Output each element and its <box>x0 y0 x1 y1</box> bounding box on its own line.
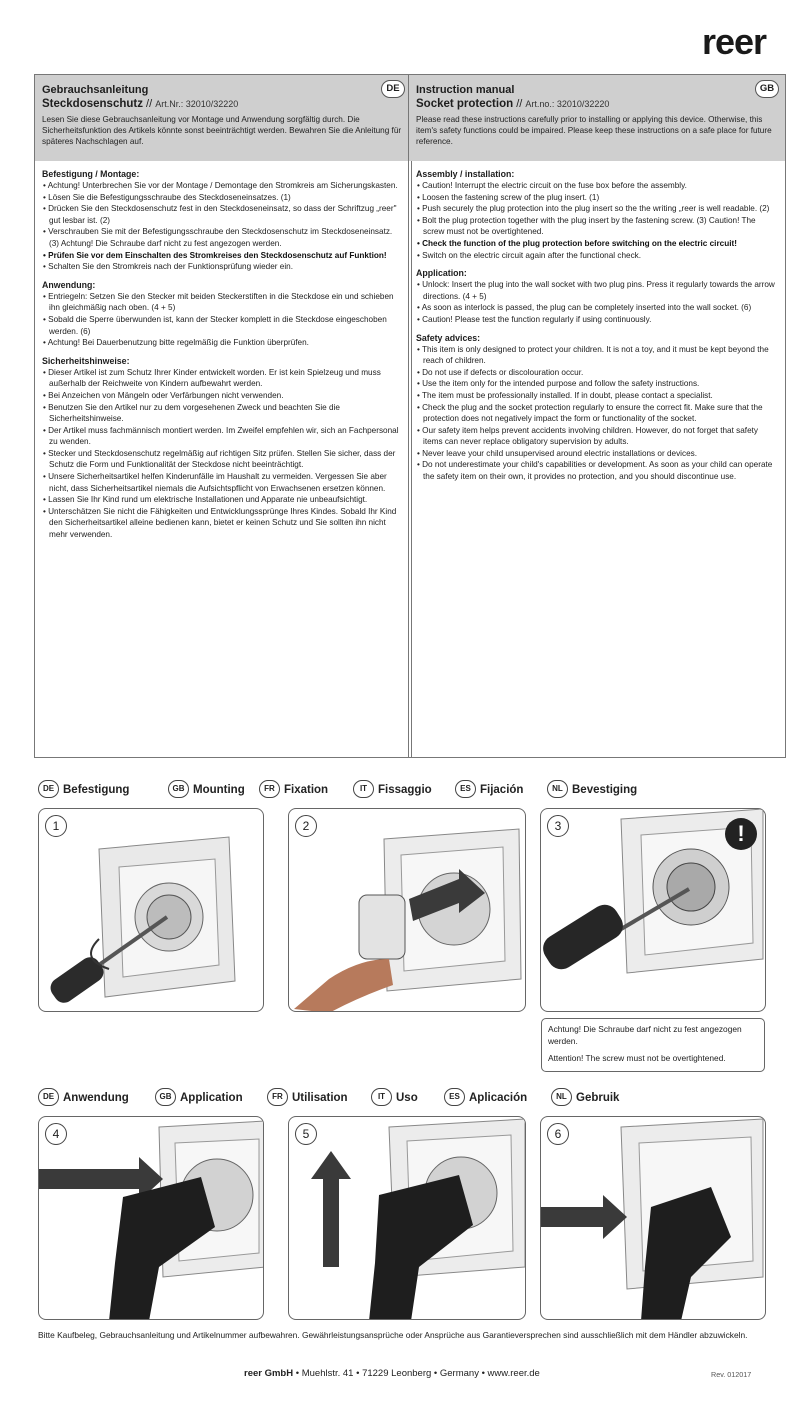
mounting-label-nl <box>547 779 637 801</box>
list-item: • Check the function of the plug protection before switching on the electric circuit! <box>417 238 737 248</box>
company-address: • Muehlstr. 41 • 71229 Leonberg • Germany • www.reer.de <box>293 1368 540 1379</box>
mounting-text-it: Fissaggio <box>378 784 432 796</box>
step-number-5: 5 <box>295 1123 317 1145</box>
caution-box <box>541 1018 765 1072</box>
warning-icon: ! <box>725 818 757 850</box>
intro-de: Lesen Sie diese Gebrauchsanleitung vor Montage und Anwendung sorgfältig durch. Die Sicherheitsfunktion des Artikels könnte sonst beeinträchtigt werden. Bewahren Sie die Anleitung für späteres Nachschlagen auf. <box>42 115 402 146</box>
lang-badge-de: DE <box>381 80 405 98</box>
mounting-text-gb: Mounting <box>193 784 245 796</box>
reer-logo <box>668 22 768 62</box>
lang-code: IT <box>371 1088 392 1106</box>
list-item: • Push securely the plug protection into the plug insert so the the writing „reer is well readable. (2) <box>417 204 770 214</box>
application-language-row <box>38 1087 778 1109</box>
mounting-text-nl: Bevestiging <box>572 784 638 796</box>
step-4-illustration <box>38 1116 264 1320</box>
step-6-illustration <box>540 1116 766 1320</box>
lang-code: FR <box>267 1088 288 1106</box>
footer-note: Bitte Kaufbeleg, Gebrauchsanleitung und Artikelnummer aufbewahren. Gewährleistungsansprüche oder Ansprüche aus Garantieversprechen sind ausschließlich mit dem Händler abzuwickeln. <box>38 1330 748 1340</box>
lang-code: DE <box>38 1088 59 1106</box>
step-4-drawing <box>39 1117 264 1320</box>
step-number-6: 6 <box>547 1123 569 1145</box>
list-item: • Stecker und Steckdosenschutz regelmäßig auf richtigen Sitz prüfen. Stellen Sie sicher, dass der Schutz die Form und Funktionalität der Steckdose nicht beeinträchtigt. <box>43 448 396 470</box>
section-title: Safety advices: <box>416 332 481 343</box>
list-item: • Do not use if defects or discolouration occur. <box>417 367 584 377</box>
mounting-label-es <box>455 779 523 801</box>
english-header <box>409 75 785 161</box>
list-item: • Bolt the plug protection together with the plug insert by the fastening screw. (3) Caution! The screw must not be overtightened. <box>417 215 756 237</box>
article-number-de: Art.Nr.: 32010/32220 <box>155 99 239 109</box>
step-2-drawing <box>289 809 526 1012</box>
application-text-it: Uso <box>396 1092 418 1104</box>
list-item: • Check the plug and the socket protection regularly to ensure the correct fit. Make sure that the protection does not negatively impact the form or functionality of the socket. <box>417 402 763 424</box>
english-body <box>409 161 785 488</box>
lang-code: NL <box>547 780 568 798</box>
list-item: • Our safety item helps prevent accidents involving children. However, do not forget that safety items can never replace obligatory supervision by adults. <box>417 425 759 447</box>
application-text-de: Anwendung <box>63 1092 129 1104</box>
separator-gb: // <box>513 98 526 110</box>
footer-address <box>244 1368 540 1379</box>
list-item: • Do not underestimate your child's capabilities or development. As soon as your child can operate the safety item on their own, it provides no protection, and you should discontinue use. <box>417 460 773 482</box>
application-label-es <box>444 1087 527 1109</box>
list-item: • Drücken Sie den Steckdosenschutz fest in den Steckdoseneinsatz, so dass der Schriftzug „reer" gut lesbar ist. (2) <box>43 204 397 225</box>
lang-code: NL <box>551 1088 572 1106</box>
mounting-text-de: Befestigung <box>63 784 130 796</box>
list-item: • This item is only designed to protect your children. It is not a toy, and it must be kept beyond the reach of children. <box>417 344 769 366</box>
application-label-nl <box>551 1087 619 1109</box>
list-item: • Prüfen Sie vor dem Einschalten des Stromkreises den Steckdosenschutz auf Funktion! <box>43 250 387 260</box>
lang-code: IT <box>353 780 374 798</box>
list-item: • Achtung! Unterbrechen Sie vor der Montage / Demontage den Stromkreis am Sicherungskasten. <box>43 181 398 190</box>
application-text-es: Aplicación <box>469 1092 528 1104</box>
list-item: • Unsere Sicherheitsartikel helfen Kinderunfälle im Haushalt zu vermeiden. Vergessen Sie aber nicht, dass Sicherheitsartikel niemals die Aufsichtspflicht von Erwachsenen ersetzen können. <box>43 472 387 493</box>
step-2-illustration <box>288 808 526 1012</box>
mounting-text-es: Fijación <box>480 784 524 796</box>
list-item: • Benutzen Sie den Artikel nur zu dem vorgesehenen Zweck und beachten Sie die Sicherheitshinweise. <box>43 402 340 424</box>
list-item: • Schalten Sie den Stromkreis nach der Funktionsprüfung wieder ein. <box>43 262 293 272</box>
application-text-gb: Application <box>180 1092 243 1104</box>
application-label-gb <box>155 1087 243 1109</box>
step-number-2: 2 <box>295 815 317 837</box>
lang-code: ES <box>444 1088 465 1106</box>
section-title: Befestigung / Montage: <box>42 169 140 179</box>
section-list <box>42 180 404 273</box>
mounting-language-row <box>38 779 778 801</box>
lang-code: FR <box>259 780 280 798</box>
step-6-drawing <box>541 1117 766 1320</box>
list-item: • As soon as interlock is passed, the plug can be completely inserted into the wall socket. (6) <box>417 303 752 313</box>
list-item: • Caution! Interrupt the electric circuit on the fuse box before the assembly. <box>417 181 687 190</box>
step-5-illustration <box>288 1116 526 1320</box>
list-item: • Sobald die Sperre überwunden ist, kann der Stecker komplett in die Steckdose eingeschoben werden. (6) <box>43 314 387 336</box>
english-column <box>408 74 786 758</box>
application-label-fr <box>267 1087 348 1109</box>
german-column <box>34 74 412 758</box>
section-title: Sicherheitshinweise: <box>42 355 130 366</box>
list-item: • Unlock: Insert the plug into the wall socket with two plug pins. Press it regularly towards the arrow directions. (4 + 5) <box>417 280 775 301</box>
lang-code: GB <box>155 1088 176 1106</box>
lang-code: GB <box>168 780 189 798</box>
application-text-fr: Utilisation <box>292 1092 348 1104</box>
mounting-label-fr <box>259 779 328 801</box>
step-number-3: 3 <box>547 815 569 837</box>
application-text-nl: Gebruik <box>576 1092 620 1104</box>
step-1-drawing <box>39 809 264 1012</box>
step-number-1: 1 <box>45 815 67 837</box>
section-title: Anwendung: <box>42 279 96 290</box>
step-5-drawing <box>289 1117 526 1320</box>
manual-title-de: Gebrauchsanleitung <box>42 84 149 96</box>
section-list <box>42 291 404 349</box>
step-1-illustration <box>38 808 264 1012</box>
section-list <box>416 344 778 483</box>
list-item: • Lassen Sie Ihr Kind rund um elektrische Installationen und Apparate nie unbeaufsichtigt. <box>43 495 368 505</box>
lang-badge-gb: GB <box>755 80 779 98</box>
list-item: • Never leave your child unsupervised around electric installations or devices. <box>417 448 698 458</box>
section-list <box>416 180 778 261</box>
german-body <box>35 161 411 546</box>
product-name-de: Steckdosenschutz <box>42 98 143 110</box>
lang-code: ES <box>455 780 476 798</box>
product-line-gb <box>416 97 778 111</box>
article-number-gb: Art.no.: 32010/32220 <box>525 99 610 109</box>
section-title: Application: <box>416 268 467 279</box>
intro-gb: Please read these instructions carefully prior to installing or applying this device. Otherwise, this item's safety functions could be impaired. Please keep these instructions on a safe place for future reference. <box>416 115 772 146</box>
list-item: • Switch on the electric circuit again after the functional check. <box>417 250 642 260</box>
product-name-gb: Socket protection <box>416 98 514 110</box>
list-item: • Achtung! Bei Dauerbenutzung bitte regelmäßig die Funktion überprüfen. <box>43 338 309 348</box>
caution-text-gb: Attention! The screw must not be overtightened. <box>548 1052 726 1063</box>
separator-de: // <box>142 98 156 110</box>
mounting-label-de <box>38 779 129 801</box>
lang-code: DE <box>38 780 59 798</box>
application-label-de <box>38 1087 129 1109</box>
application-label-it <box>371 1087 418 1109</box>
mounting-label-gb <box>168 779 245 801</box>
section-title: Assembly / installation: <box>416 169 515 179</box>
section-list <box>42 367 404 541</box>
list-item: • Use the item only for the intended purpose and follow the safety instructions. <box>417 379 700 389</box>
list-item: • Unterschätzen Sie nicht die Fähigkeiten und Entwicklungssprünge Ihres Kindes. Sobald Ihr Kind den Sicherheitsartikel alleine bedienen kann, bietet er keinen Schutz und Sie sollten ihn nicht mehr verwenden. <box>43 506 397 540</box>
mounting-text-fr: Fixation <box>284 784 329 796</box>
list-item: • Entriegeln: Setzen Sie den Stecker mit beiden Steckerstiften in die Steckdose ein und schieben ihn gleichmäßig nach oben. (4 + 5) <box>43 291 394 313</box>
list-item: • Loosen the fastening screw of the plug insert. (1) <box>417 192 600 202</box>
german-header <box>35 75 411 161</box>
logo-text: reer <box>701 22 766 62</box>
section-list <box>416 279 778 325</box>
list-item: • Lösen Sie die Befestigungsschraube des Steckdoseneinsatzes. (1) <box>43 192 291 202</box>
list-item: • Der Artikel muss fachmännisch montiert werden. Im Zweifel empfehlen wir, sich an Fachpersonal zu wenden. <box>43 425 399 447</box>
manual-title-gb: Instruction manual <box>416 84 515 96</box>
list-item: • The item must be professionally installed. If in doubt, please contact a specialist. <box>417 390 713 400</box>
caution-text-de: Achtung! Die Schraube darf nicht zu fest angezogen werden. <box>548 1024 742 1047</box>
product-line-de <box>42 97 404 111</box>
revision-number: Rev. 012017 <box>711 1370 752 1379</box>
step-number-4: 4 <box>45 1123 67 1145</box>
list-item: • Verschrauben Sie mit der Befestigungsschraube den Steckdosenschutz im Steckdoseneinsatz. (3) Achtung! Die Schraube darf nicht zu fest angezogen werden. <box>43 227 393 248</box>
mounting-label-it <box>353 779 432 801</box>
company-name: reer GmbH <box>244 1368 294 1379</box>
list-item: • Dieser Artikel ist zum Schutz Ihrer Kinder entwickelt worden. Er ist kein Spielzeug und muss außerhalb der Reichweite von Kindern aufbewahrt werden. <box>43 367 381 389</box>
list-item: • Caution! Please test the function regularly if using continuously. <box>417 314 652 324</box>
list-item: • Bei Anzeichen von Mängeln oder Verfärbungen nicht verwenden. <box>43 390 284 400</box>
